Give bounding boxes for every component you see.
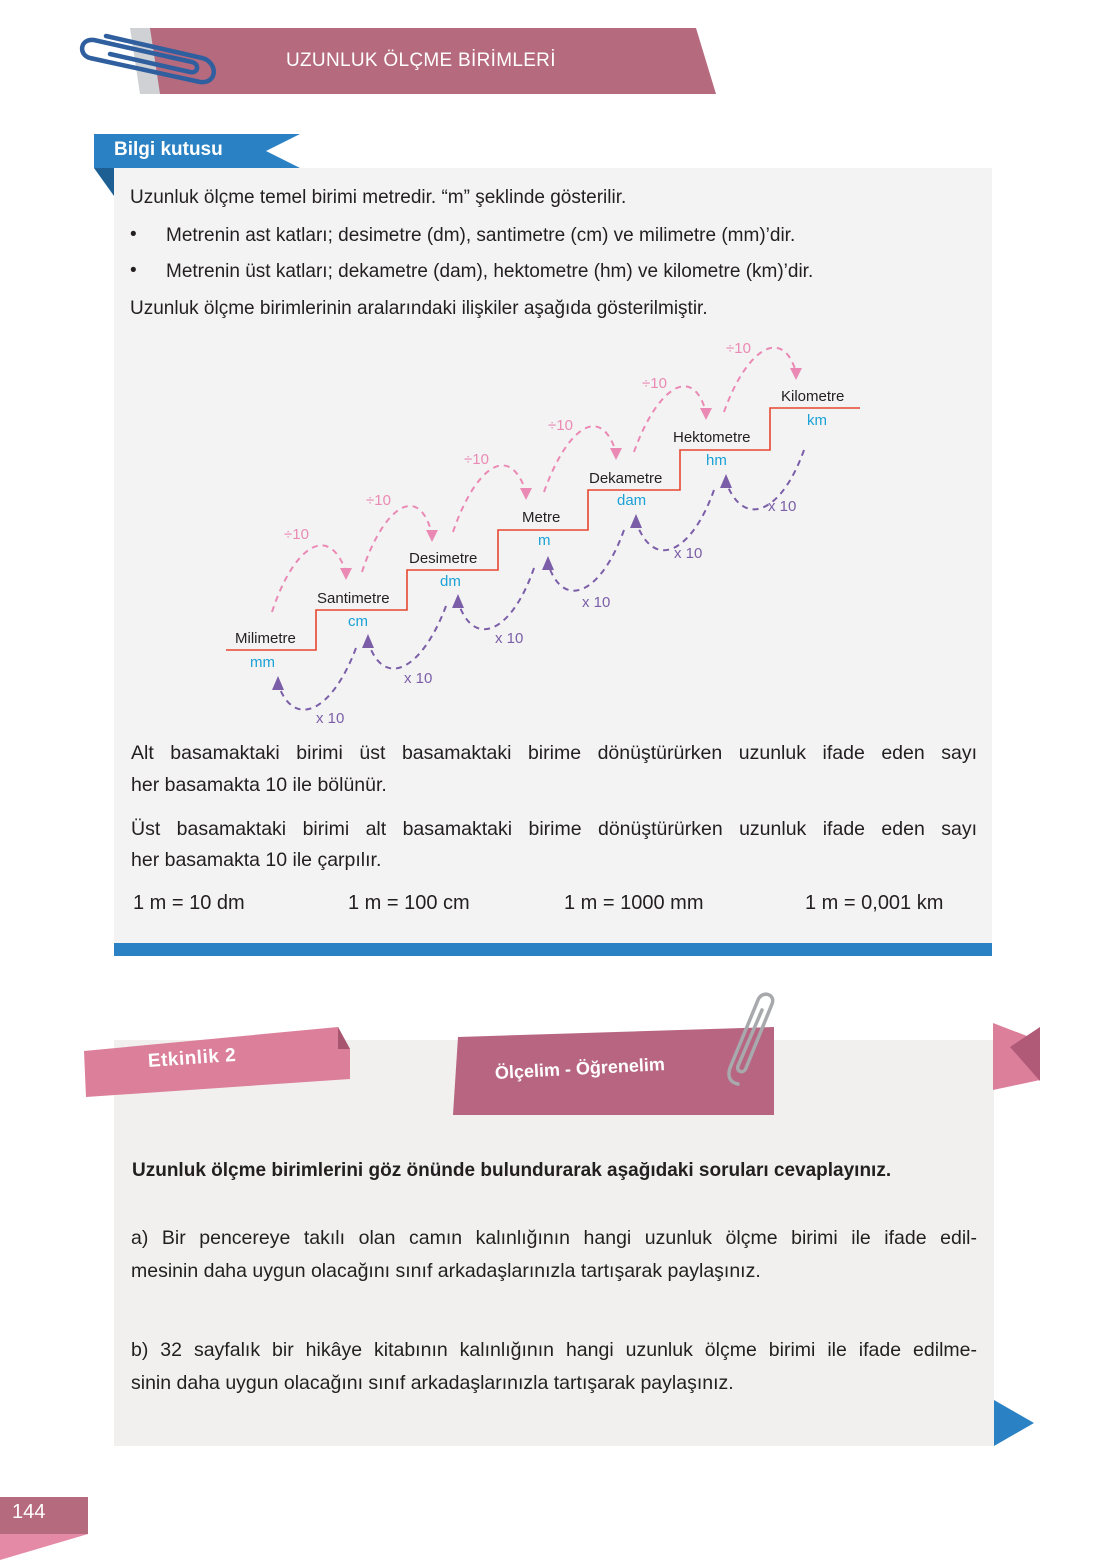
activity-title: Ölçelim - Öğrenelim <box>494 1054 666 1083</box>
info-box-label: Bilgi kutusu <box>114 139 223 160</box>
intro-text: Uzunluk ölçme temel birimi metredir. “m” şeklinde gösterilir. <box>130 187 627 208</box>
activity-label: Etkinlik 2 <box>147 1044 237 1072</box>
bullet-super-units: Metrenin üst katları; dekametre (dam), hektometre (hm) ve kilometre (km)’dir. <box>166 261 814 282</box>
unit-name: Dekametre <box>589 470 663 487</box>
divide-label: ÷10 <box>726 340 751 357</box>
bullet-dot: • <box>130 224 137 245</box>
multiply-paragraph-line: Üst basamaktaki birimi alt basamaktaki birime dönüştürürken uzunluk ifade eden sayı <box>131 818 977 840</box>
equivalence: 1 m = 1000 mm <box>564 892 704 914</box>
question-a-line: a) Bir pencereye takılı olan camın kalınlığının hangi uzunluk ölçme birimi ile ifade edil- <box>131 1227 977 1249</box>
multiply-label: x 10 <box>316 710 345 727</box>
divide-paragraph-line: her basamakta 10 ile bölünür. <box>131 774 387 796</box>
page-title: UZUNLUK ÖLÇME BİRİMLERİ <box>286 50 556 71</box>
unit-abbr: dm <box>440 573 461 590</box>
unit-name: Santimetre <box>317 590 390 607</box>
bullet-sub-units: Metrenin ast katları; desimetre (dm), santimetre (cm) ve milimetre (mm)’dir. <box>166 225 796 246</box>
unit-name: Kilometre <box>781 388 845 405</box>
unit-name: Desimetre <box>409 550 478 567</box>
unit-abbr: cm <box>348 613 368 630</box>
multiply-paragraph-line: her basamakta 10 ile çarpılır. <box>131 849 382 871</box>
equivalence: 1 m = 100 cm <box>348 892 470 914</box>
multiply-label: x 10 <box>768 498 797 515</box>
multiply-label: x 10 <box>404 670 433 687</box>
unit-abbr: dam <box>617 492 647 509</box>
divide-paragraph-line: Alt basamaktaki birimi üst basamaktaki birime dönüştürürken uzunluk ifade eden sayı <box>131 742 977 764</box>
info-box-bottom-bar <box>114 943 992 956</box>
bullet-dot: • <box>130 260 137 281</box>
unit-abbr: m <box>538 532 551 549</box>
divide-label: ÷10 <box>464 451 489 468</box>
equivalence: 1 m = 10 dm <box>133 892 245 914</box>
divide-label: ÷10 <box>642 375 667 392</box>
unit-abbr: km <box>807 412 827 429</box>
paperclip-icon <box>76 24 222 88</box>
equivalence: 1 m = 0,001 km <box>805 892 944 914</box>
question-b-line: b) 32 sayfalık bir hikâye kitabının kalınlığının hangi uzunluk ölçme birimi ile ifade edilme- <box>131 1339 977 1361</box>
unit-staircase-diagram <box>114 330 874 740</box>
paperclip-icon <box>722 988 782 1090</box>
unit-abbr: mm <box>250 654 275 671</box>
next-arrow-icon[interactable] <box>994 1400 1034 1446</box>
multiply-label: x 10 <box>674 545 703 562</box>
relation-sentence: Uzunluk ölçme birimlerinin aralarındaki ilişkiler aşağıda gösterilmiştir. <box>130 298 708 319</box>
multiply-label: x 10 <box>582 594 611 611</box>
unit-abbr: hm <box>706 452 727 469</box>
question-a-line: mesinin daha uygun olacağını sınıf arkadaşlarınızla tartışarak paylaşınız. <box>131 1260 761 1282</box>
unit-name: Metre <box>522 509 561 526</box>
staircase-line <box>226 408 860 650</box>
divide-label: ÷10 <box>366 492 391 509</box>
activity-instruction: Uzunluk ölçme birimlerini göz önünde bulundurarak aşağıdaki soruları cevaplayınız. <box>132 1160 892 1181</box>
unit-name: Hektometre <box>673 429 751 446</box>
divide-label: ÷10 <box>548 417 573 434</box>
divide-label: ÷10 <box>284 526 309 543</box>
question-b-line: sinin daha uygun olacağını sınıf arkadaşlarınızla tartışarak paylaşınız. <box>131 1372 734 1394</box>
unit-name: Milimetre <box>235 630 296 647</box>
page-number: 144 <box>12 1501 46 1523</box>
multiply-label: x 10 <box>495 630 524 647</box>
